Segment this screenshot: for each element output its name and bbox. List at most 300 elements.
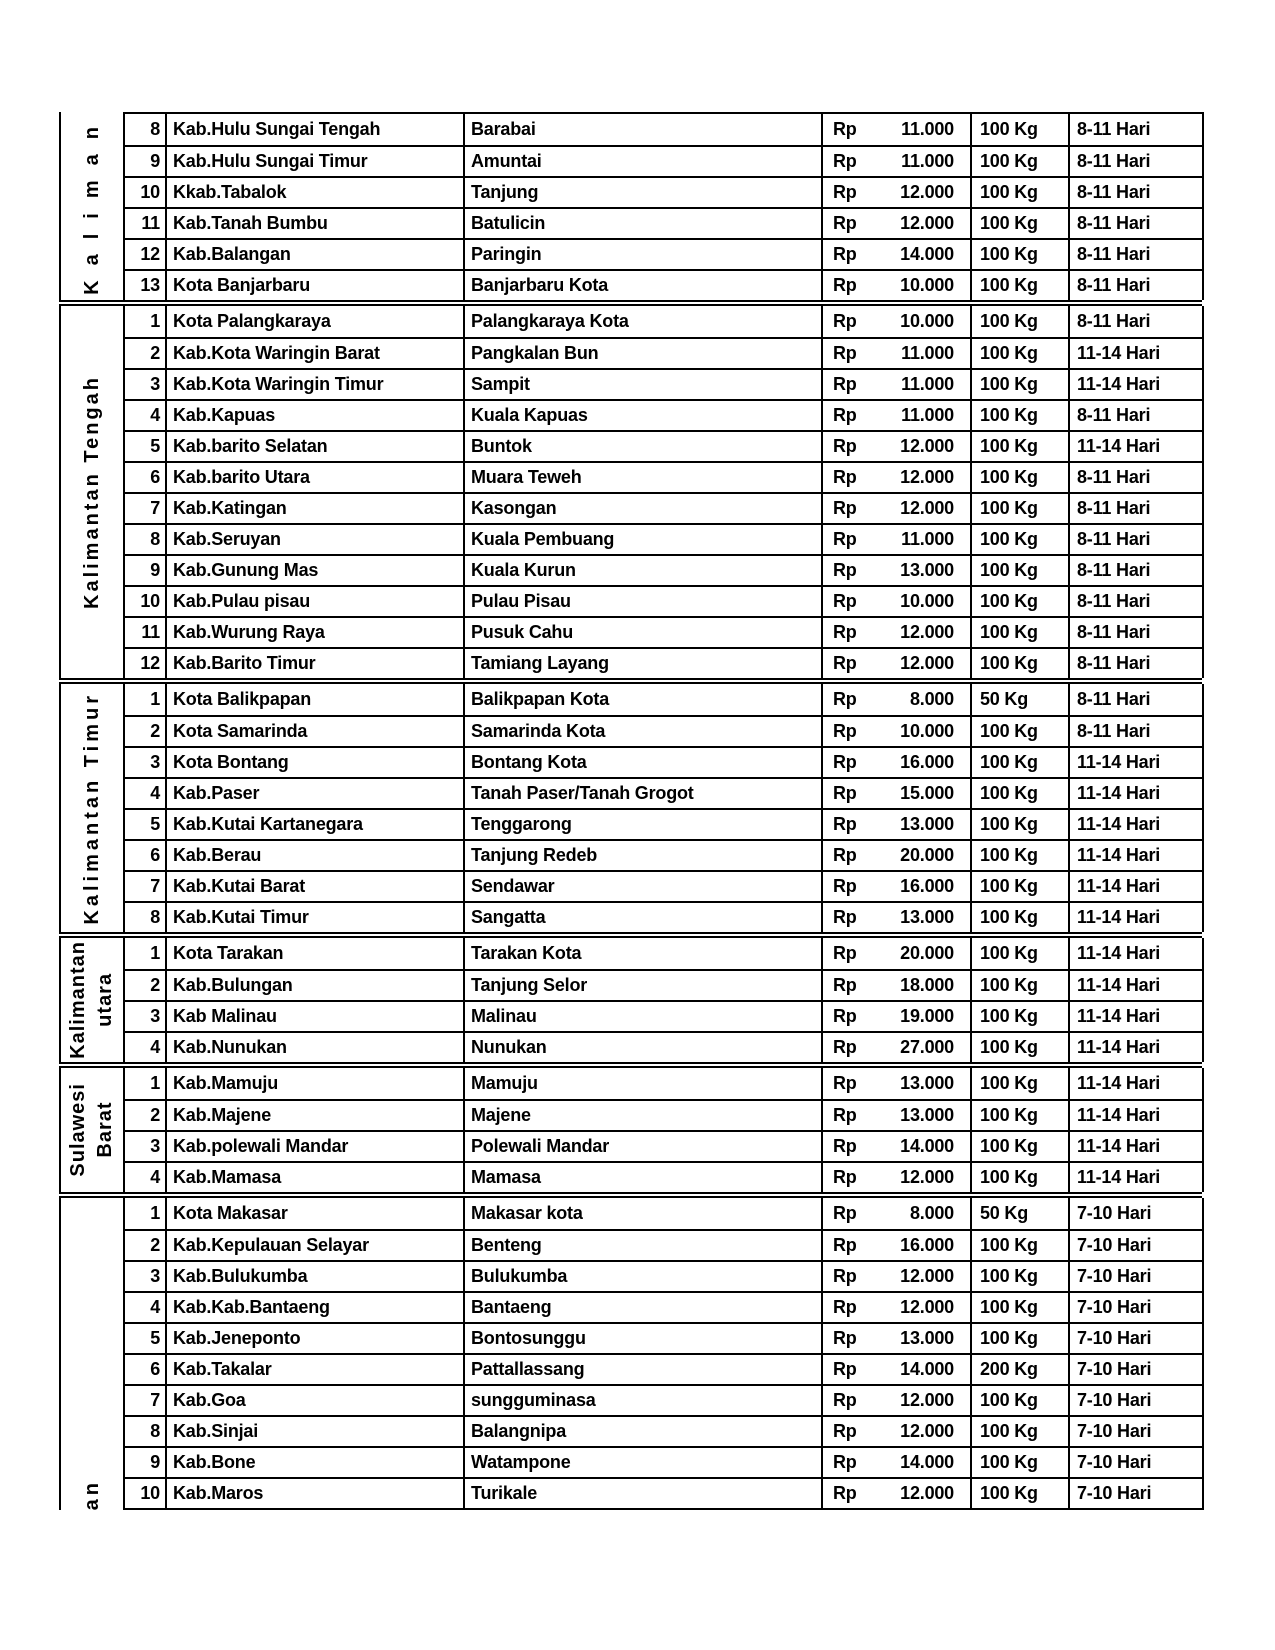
destination-city-cell bbox=[463, 1479, 821, 1508]
price-cell bbox=[821, 178, 970, 207]
region-label-line: an bbox=[80, 1478, 103, 1510]
destination-city-cell bbox=[463, 339, 821, 368]
destination-city: Bantaeng bbox=[471, 1297, 552, 1317]
row-number: 3 bbox=[150, 1136, 160, 1156]
duration-cell bbox=[1068, 114, 1202, 145]
weight-value: 100 Kg bbox=[980, 975, 1038, 995]
duration-value: 8-11 Hari bbox=[1077, 405, 1151, 425]
price-cell bbox=[821, 1132, 970, 1161]
duration-value: 8-11 Hari bbox=[1077, 560, 1151, 580]
row-number-cell bbox=[125, 810, 165, 839]
currency-symbol: Rp bbox=[833, 975, 857, 995]
kabupaten-kota-cell bbox=[165, 1355, 463, 1384]
destination-city: Tenggarong bbox=[471, 814, 572, 834]
destination-city: Nunukan bbox=[471, 1037, 547, 1057]
row-number-cell bbox=[125, 903, 165, 932]
currency-symbol: Rp bbox=[833, 1266, 857, 1286]
destination-city-cell bbox=[463, 271, 821, 300]
duration-value: 11-14 Hari bbox=[1077, 814, 1161, 834]
row-number: 8 bbox=[150, 119, 160, 139]
kabupaten-kota-cell bbox=[165, 1101, 463, 1130]
duration-cell bbox=[1068, 779, 1202, 808]
currency-symbol: Rp bbox=[833, 529, 857, 549]
destination-city-cell bbox=[463, 1231, 821, 1260]
kabupaten-kota-cell bbox=[165, 971, 463, 1000]
row-number: 1 bbox=[150, 1203, 160, 1223]
kabupaten-kota-cell bbox=[165, 271, 463, 300]
price-cell bbox=[821, 1163, 970, 1192]
weight-value: 100 Kg bbox=[980, 374, 1038, 394]
price-cell bbox=[821, 971, 970, 1000]
destination-city: Makasar kota bbox=[471, 1203, 583, 1223]
kabupaten-kota-cell bbox=[165, 463, 463, 492]
price-cell bbox=[821, 494, 970, 523]
kabupaten-kota-cell bbox=[165, 903, 463, 932]
duration-value: 7-10 Hari bbox=[1077, 1297, 1152, 1317]
price-cell bbox=[821, 1293, 970, 1322]
kabupaten-kota: Kab.Takalar bbox=[173, 1359, 272, 1379]
price-value: 16.000 bbox=[900, 876, 954, 896]
destination-city-cell bbox=[463, 1132, 821, 1161]
kabupaten-kota-cell bbox=[165, 587, 463, 616]
price-value: 10.000 bbox=[900, 311, 954, 331]
kabupaten-kota-cell bbox=[165, 370, 463, 399]
weight-cell bbox=[970, 938, 1068, 969]
currency-symbol: Rp bbox=[833, 1390, 857, 1410]
weight-value: 100 Kg bbox=[980, 943, 1038, 963]
duration-cell bbox=[1068, 1198, 1202, 1229]
weight-value: 100 Kg bbox=[980, 591, 1038, 611]
price-value: 11.000 bbox=[901, 529, 954, 549]
region-label-cell bbox=[59, 306, 125, 678]
duration-cell bbox=[1068, 1355, 1202, 1384]
table-row bbox=[125, 1446, 1202, 1477]
weight-value: 100 Kg bbox=[980, 1073, 1038, 1093]
kabupaten-kota-cell bbox=[165, 748, 463, 777]
duration-value: 11-14 Hari bbox=[1077, 783, 1161, 803]
destination-city: Tanjung Redeb bbox=[471, 845, 598, 865]
price-cell bbox=[821, 556, 970, 585]
duration-cell bbox=[1068, 938, 1202, 969]
price-cell bbox=[821, 684, 970, 715]
row-number: 2 bbox=[150, 1235, 160, 1255]
currency-symbol: Rp bbox=[833, 343, 857, 363]
price-value: 12.000 bbox=[900, 1167, 954, 1187]
duration-cell bbox=[1068, 1324, 1202, 1353]
destination-city-cell bbox=[463, 1101, 821, 1130]
weight-cell bbox=[970, 401, 1068, 430]
row-number-cell bbox=[125, 178, 165, 207]
destination-city-cell bbox=[463, 178, 821, 207]
destination-city-cell bbox=[463, 938, 821, 969]
kabupaten-kota-cell bbox=[165, 1479, 463, 1508]
destination-city: Amuntai bbox=[471, 151, 542, 171]
kabupaten-kota-cell bbox=[165, 872, 463, 901]
table-row bbox=[125, 684, 1202, 715]
destination-city-cell bbox=[463, 971, 821, 1000]
kabupaten-kota-cell bbox=[165, 810, 463, 839]
destination-city: Bontang Kota bbox=[471, 752, 587, 772]
kabupaten-kota: Kota Banjarbaru bbox=[173, 275, 311, 295]
kabupaten-kota: Kab.Kab.Bantaeng bbox=[173, 1297, 330, 1317]
row-number-cell bbox=[125, 1448, 165, 1477]
row-number-cell bbox=[125, 587, 165, 616]
destination-city: Tanjung bbox=[471, 182, 539, 202]
weight-value: 100 Kg bbox=[980, 119, 1038, 139]
weight-value: 100 Kg bbox=[980, 721, 1038, 741]
currency-symbol: Rp bbox=[833, 151, 857, 171]
duration-cell bbox=[1068, 147, 1202, 176]
kabupaten-kota-cell bbox=[165, 841, 463, 870]
currency-symbol: Rp bbox=[833, 1359, 857, 1379]
currency-symbol: Rp bbox=[833, 213, 857, 233]
duration-value: 11-14 Hari bbox=[1077, 845, 1161, 865]
destination-city: Batulicin bbox=[471, 213, 546, 233]
duration-cell bbox=[1068, 1448, 1202, 1477]
weight-cell bbox=[970, 810, 1068, 839]
price-value: 12.000 bbox=[900, 498, 954, 518]
price-value: 12.000 bbox=[900, 1421, 954, 1441]
kabupaten-kota: Kab.Bulukumba bbox=[173, 1266, 308, 1286]
row-number-cell bbox=[125, 971, 165, 1000]
kabupaten-kota-cell bbox=[165, 684, 463, 715]
kabupaten-kota-cell bbox=[165, 938, 463, 969]
duration-value: 8-11 Hari bbox=[1077, 721, 1151, 741]
kabupaten-kota-cell bbox=[165, 1417, 463, 1446]
currency-symbol: Rp bbox=[833, 1297, 857, 1317]
region-label bbox=[79, 692, 106, 925]
destination-city: Bontosunggu bbox=[471, 1328, 586, 1348]
currency-symbol: Rp bbox=[833, 943, 857, 963]
currency-symbol: Rp bbox=[833, 689, 857, 709]
table-row bbox=[125, 1415, 1202, 1446]
row-number-cell bbox=[125, 938, 165, 969]
destination-city-cell bbox=[463, 684, 821, 715]
row-number: 3 bbox=[150, 1006, 160, 1026]
kabupaten-kota-cell bbox=[165, 306, 463, 337]
kabupaten-kota: Kab.Gunung Mas bbox=[173, 560, 319, 580]
currency-symbol: Rp bbox=[833, 876, 857, 896]
duration-cell bbox=[1068, 1293, 1202, 1322]
price-value: 15.000 bbox=[900, 783, 954, 803]
destination-city-cell bbox=[463, 1448, 821, 1477]
destination-city-cell bbox=[463, 872, 821, 901]
price-value: 11.000 bbox=[901, 119, 954, 139]
duration-value: 11-14 Hari bbox=[1077, 1167, 1161, 1187]
table-row bbox=[125, 368, 1202, 399]
duration-value: 11-14 Hari bbox=[1077, 436, 1161, 456]
destination-city: Banjarbaru Kota bbox=[471, 275, 609, 295]
price-value: 11.000 bbox=[901, 405, 954, 425]
kabupaten-kota-cell bbox=[165, 717, 463, 746]
destination-city: Samarinda Kota bbox=[471, 721, 606, 741]
destination-city-cell bbox=[463, 306, 821, 337]
row-number-cell bbox=[125, 717, 165, 746]
table-row bbox=[125, 492, 1202, 523]
row-number-cell bbox=[125, 649, 165, 678]
row-number: 12 bbox=[140, 244, 160, 264]
row-number: 10 bbox=[140, 591, 160, 611]
weight-value: 100 Kg bbox=[980, 876, 1038, 896]
table-row bbox=[125, 585, 1202, 616]
weight-value: 100 Kg bbox=[980, 752, 1038, 772]
kabupaten-kota-cell bbox=[165, 209, 463, 238]
weight-cell bbox=[970, 1068, 1068, 1099]
table-row bbox=[125, 616, 1202, 647]
rates-table bbox=[59, 112, 1202, 1510]
price-cell bbox=[821, 463, 970, 492]
weight-value: 100 Kg bbox=[980, 653, 1038, 673]
duration-value: 8-11 Hari bbox=[1077, 622, 1151, 642]
destination-city-cell bbox=[463, 1068, 821, 1099]
price-value: 12.000 bbox=[900, 1390, 954, 1410]
kabupaten-kota: Kab.Bulungan bbox=[173, 975, 293, 995]
row-number-cell bbox=[125, 1068, 165, 1099]
weight-cell bbox=[970, 1163, 1068, 1192]
duration-cell bbox=[1068, 1163, 1202, 1192]
region-label bbox=[79, 1479, 106, 1510]
row-number: 6 bbox=[150, 467, 160, 487]
destination-city: Watampone bbox=[471, 1452, 571, 1472]
row-number: 2 bbox=[150, 975, 160, 995]
weight-value: 100 Kg bbox=[980, 1421, 1038, 1441]
currency-symbol: Rp bbox=[833, 1167, 857, 1187]
duration-value: 11-14 Hari bbox=[1077, 343, 1161, 363]
row-number: 13 bbox=[140, 275, 160, 295]
weight-cell bbox=[970, 903, 1068, 932]
weight-cell bbox=[970, 779, 1068, 808]
price-cell bbox=[821, 1101, 970, 1130]
row-number-cell bbox=[125, 339, 165, 368]
kabupaten-kota-cell bbox=[165, 1448, 463, 1477]
duration-cell bbox=[1068, 748, 1202, 777]
row-number-cell bbox=[125, 1132, 165, 1161]
duration-cell bbox=[1068, 1231, 1202, 1260]
kabupaten-kota-cell bbox=[165, 240, 463, 269]
price-value: 12.000 bbox=[900, 182, 954, 202]
weight-value: 100 Kg bbox=[980, 311, 1038, 331]
price-cell bbox=[821, 1479, 970, 1508]
currency-symbol: Rp bbox=[833, 783, 857, 803]
currency-symbol: Rp bbox=[833, 622, 857, 642]
row-number-cell bbox=[125, 209, 165, 238]
price-cell bbox=[821, 649, 970, 678]
destination-city-cell bbox=[463, 1293, 821, 1322]
price-cell bbox=[821, 810, 970, 839]
row-number: 1 bbox=[150, 1073, 160, 1093]
kabupaten-kota: Kab.Hulu Sungai Timur bbox=[173, 151, 368, 171]
destination-city: Pusuk Cahu bbox=[471, 622, 574, 642]
destination-city-cell bbox=[463, 649, 821, 678]
kabupaten-kota: Kota Balikpapan bbox=[173, 689, 312, 709]
duration-cell bbox=[1068, 1033, 1202, 1062]
destination-city: Mamuju bbox=[471, 1073, 538, 1093]
kabupaten-kota: Kab.Barito Timur bbox=[173, 653, 316, 673]
price-value: 12.000 bbox=[900, 653, 954, 673]
kabupaten-kota-cell bbox=[165, 1293, 463, 1322]
kabupaten-kota-cell bbox=[165, 525, 463, 554]
price-cell bbox=[821, 271, 970, 300]
weight-cell bbox=[970, 1448, 1068, 1477]
price-cell bbox=[821, 1002, 970, 1031]
destination-city-cell bbox=[463, 1033, 821, 1062]
table-row bbox=[125, 1477, 1202, 1508]
destination-city: Balikpapan Kota bbox=[471, 689, 610, 709]
price-cell bbox=[821, 1198, 970, 1229]
duration-value: 11-14 Hari bbox=[1077, 943, 1161, 963]
price-value: 8.000 bbox=[909, 1203, 954, 1223]
weight-value: 100 Kg bbox=[980, 213, 1038, 233]
weight-cell bbox=[970, 748, 1068, 777]
kabupaten-kota: Kab.Kota Waringin Timur bbox=[173, 374, 384, 394]
table-row bbox=[125, 777, 1202, 808]
destination-city-cell bbox=[463, 463, 821, 492]
row-number-cell bbox=[125, 748, 165, 777]
destination-city-cell bbox=[463, 147, 821, 176]
currency-symbol: Rp bbox=[833, 467, 857, 487]
price-cell bbox=[821, 1386, 970, 1415]
kabupaten-kota-cell bbox=[165, 1033, 463, 1062]
price-cell bbox=[821, 1324, 970, 1353]
region-label-line: Kalimantan Timur bbox=[80, 691, 103, 925]
duration-value: 8-11 Hari bbox=[1077, 213, 1151, 233]
destination-city: Kuala Kapuas bbox=[471, 405, 588, 425]
currency-symbol: Rp bbox=[833, 1037, 857, 1057]
row-number-cell bbox=[125, 494, 165, 523]
table-row bbox=[125, 1260, 1202, 1291]
destination-city: Barabai bbox=[471, 119, 536, 139]
row-number: 1 bbox=[150, 943, 160, 963]
kabupaten-kota-cell bbox=[165, 1163, 463, 1192]
region-label bbox=[79, 112, 106, 295]
destination-city: Muara Teweh bbox=[471, 467, 582, 487]
section-rows bbox=[125, 684, 1204, 932]
destination-city: Paringin bbox=[471, 244, 542, 264]
kabupaten-kota-cell bbox=[165, 401, 463, 430]
price-value: 16.000 bbox=[900, 1235, 954, 1255]
row-number-cell bbox=[125, 370, 165, 399]
table-row bbox=[125, 808, 1202, 839]
currency-symbol: Rp bbox=[833, 1328, 857, 1348]
currency-symbol: Rp bbox=[833, 721, 857, 741]
price-value: 27.000 bbox=[900, 1037, 954, 1057]
price-value: 18.000 bbox=[900, 975, 954, 995]
row-number: 3 bbox=[150, 752, 160, 772]
table-row bbox=[125, 554, 1202, 585]
price-value: 12.000 bbox=[900, 1297, 954, 1317]
kabupaten-kota: Kab.Kapuas bbox=[173, 405, 276, 425]
price-value: 13.000 bbox=[900, 907, 954, 927]
weight-cell bbox=[970, 271, 1068, 300]
destination-city: Majene bbox=[471, 1105, 531, 1125]
price-value: 10.000 bbox=[900, 721, 954, 741]
currency-symbol: Rp bbox=[833, 1136, 857, 1156]
kabupaten-kota: Kab.Kutai Barat bbox=[173, 876, 306, 896]
kabupaten-kota: Kab.Berau bbox=[173, 845, 262, 865]
price-cell bbox=[821, 114, 970, 145]
duration-cell bbox=[1068, 432, 1202, 461]
destination-city-cell bbox=[463, 370, 821, 399]
row-number: 8 bbox=[150, 907, 160, 927]
region-label-cell bbox=[59, 1068, 125, 1192]
row-number-cell bbox=[125, 779, 165, 808]
price-value: 13.000 bbox=[900, 1328, 954, 1348]
weight-value: 100 Kg bbox=[980, 622, 1038, 642]
weight-value: 100 Kg bbox=[980, 436, 1038, 456]
kabupaten-kota-cell bbox=[165, 649, 463, 678]
price-value: 13.000 bbox=[900, 1105, 954, 1125]
row-number-cell bbox=[125, 1002, 165, 1031]
price-value: 11.000 bbox=[901, 151, 954, 171]
weight-cell bbox=[970, 971, 1068, 1000]
kabupaten-kota: Kab.Mamasa bbox=[173, 1167, 282, 1187]
price-value: 20.000 bbox=[900, 845, 954, 865]
price-value: 13.000 bbox=[900, 814, 954, 834]
weight-value: 100 Kg bbox=[980, 151, 1038, 171]
destination-city-cell bbox=[463, 810, 821, 839]
kabupaten-kota: Kab.Majene bbox=[173, 1105, 272, 1125]
row-number: 4 bbox=[150, 1037, 160, 1057]
destination-city: Tanjung Selor bbox=[471, 975, 588, 995]
table-row bbox=[125, 901, 1202, 932]
region-section bbox=[59, 1198, 1202, 1510]
duration-value: 8-11 Hari bbox=[1077, 311, 1151, 331]
weight-cell bbox=[970, 525, 1068, 554]
row-number-cell bbox=[125, 1101, 165, 1130]
table-row bbox=[125, 523, 1202, 554]
row-number: 6 bbox=[150, 845, 160, 865]
row-number: 5 bbox=[150, 436, 160, 456]
row-number: 12 bbox=[140, 653, 160, 673]
weight-cell bbox=[970, 147, 1068, 176]
price-cell bbox=[821, 240, 970, 269]
price-value: 12.000 bbox=[900, 467, 954, 487]
weight-cell bbox=[970, 618, 1068, 647]
destination-city-cell bbox=[463, 1262, 821, 1291]
kabupaten-kota-cell bbox=[165, 1386, 463, 1415]
table-row bbox=[125, 1161, 1202, 1192]
weight-value: 100 Kg bbox=[980, 783, 1038, 803]
destination-city-cell bbox=[463, 717, 821, 746]
table-row bbox=[125, 306, 1202, 337]
weight-cell bbox=[970, 717, 1068, 746]
duration-value: 8-11 Hari bbox=[1077, 689, 1151, 709]
currency-symbol: Rp bbox=[833, 1203, 857, 1223]
kabupaten-kota: Kota Bontang bbox=[173, 752, 289, 772]
duration-cell bbox=[1068, 1417, 1202, 1446]
weight-value: 100 Kg bbox=[980, 1006, 1038, 1026]
kabupaten-kota-cell bbox=[165, 1231, 463, 1260]
table-row bbox=[125, 1099, 1202, 1130]
weight-value: 100 Kg bbox=[980, 1297, 1038, 1317]
weight-cell bbox=[970, 432, 1068, 461]
row-number: 1 bbox=[150, 689, 160, 709]
region-section bbox=[59, 1068, 1202, 1198]
kabupaten-kota-cell bbox=[165, 556, 463, 585]
destination-city: Turikale bbox=[471, 1483, 538, 1503]
currency-symbol: Rp bbox=[833, 591, 857, 611]
price-cell bbox=[821, 306, 970, 337]
price-value: 12.000 bbox=[900, 213, 954, 233]
table-row bbox=[125, 1229, 1202, 1260]
duration-value: 11-14 Hari bbox=[1077, 374, 1161, 394]
duration-cell bbox=[1068, 463, 1202, 492]
weight-value: 50 Kg bbox=[980, 689, 1029, 709]
row-number-cell bbox=[125, 1417, 165, 1446]
destination-city: Balangnipa bbox=[471, 1421, 567, 1441]
row-number: 2 bbox=[150, 721, 160, 741]
currency-symbol: Rp bbox=[833, 907, 857, 927]
